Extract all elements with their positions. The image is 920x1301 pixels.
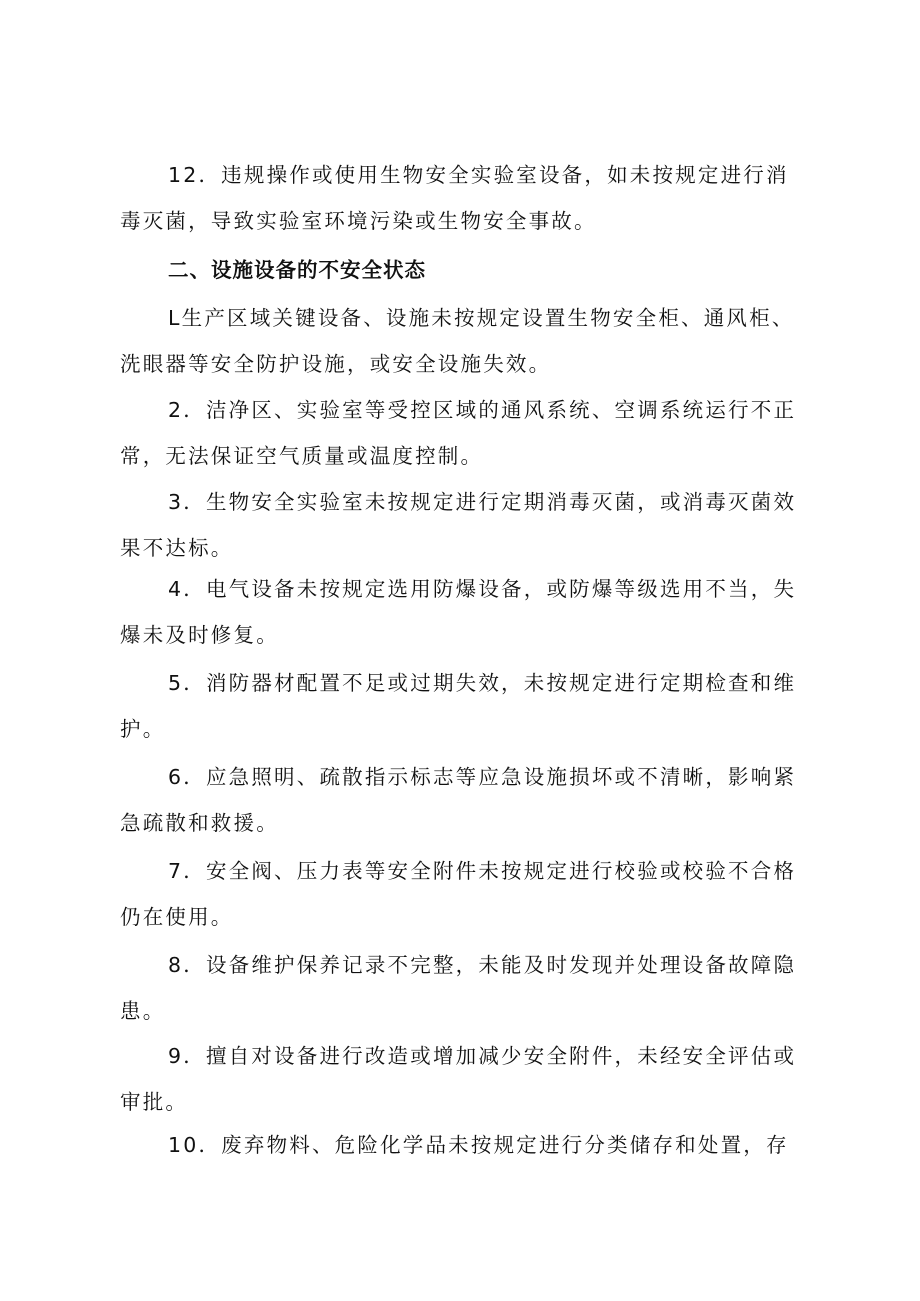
paragraph-item-6: 6．应急照明、疏散指示标志等应急设施损坏或不清晰，影响紧急疏散和救援。 <box>120 765 797 835</box>
section-heading: 二、设施设备的不安全状态 <box>168 258 426 282</box>
paragraph-item-8: 8．设备维护保养记录不完整，未能及时发现并处理设备故障隐患。 <box>120 953 797 1023</box>
paragraph-item-3: 3．生物安全实验室未按规定进行定期消毒灭菌，或消毒灭菌效果不达标。 <box>120 490 797 560</box>
paragraph-item-1: L生产区域关键设备、设施未按规定设置生物安全柜、通风柜、洗眼器等安全防护设施，或安全设施失效。 <box>120 306 795 376</box>
paragraph-item-12: 12．违规操作或使用生物安全实验室设备，如未按规定进行消毒灭菌，导致实验室环境污染或生物安全事故。 <box>120 163 789 233</box>
paragraph-item-4: 4．电气设备未按规定选用防爆设备，或防爆等级选用不当，失爆未及时修复。 <box>120 577 797 647</box>
paragraph-item-2: 2．洁净区、实验室等受控区域的通风系统、空调系统运行不正常，无法保证空气质量或温度控制。 <box>120 398 797 468</box>
paragraph-item-9: 9．擅自对设备进行改造或增加减少安全附件，未经安全评估或审批。 <box>120 1044 797 1114</box>
paragraph-item-5: 5．消防器材配置不足或过期失效，未按规定进行定期检查和维护。 <box>120 671 797 741</box>
paragraph-item-7: 7．安全阀、压力表等安全附件未按规定进行校验或校验不合格仍在使用。 <box>120 859 797 929</box>
paragraph-item-10: 10．废弃物料、危险化学品未按规定进行分类储存和处置，存 <box>168 1133 789 1157</box>
